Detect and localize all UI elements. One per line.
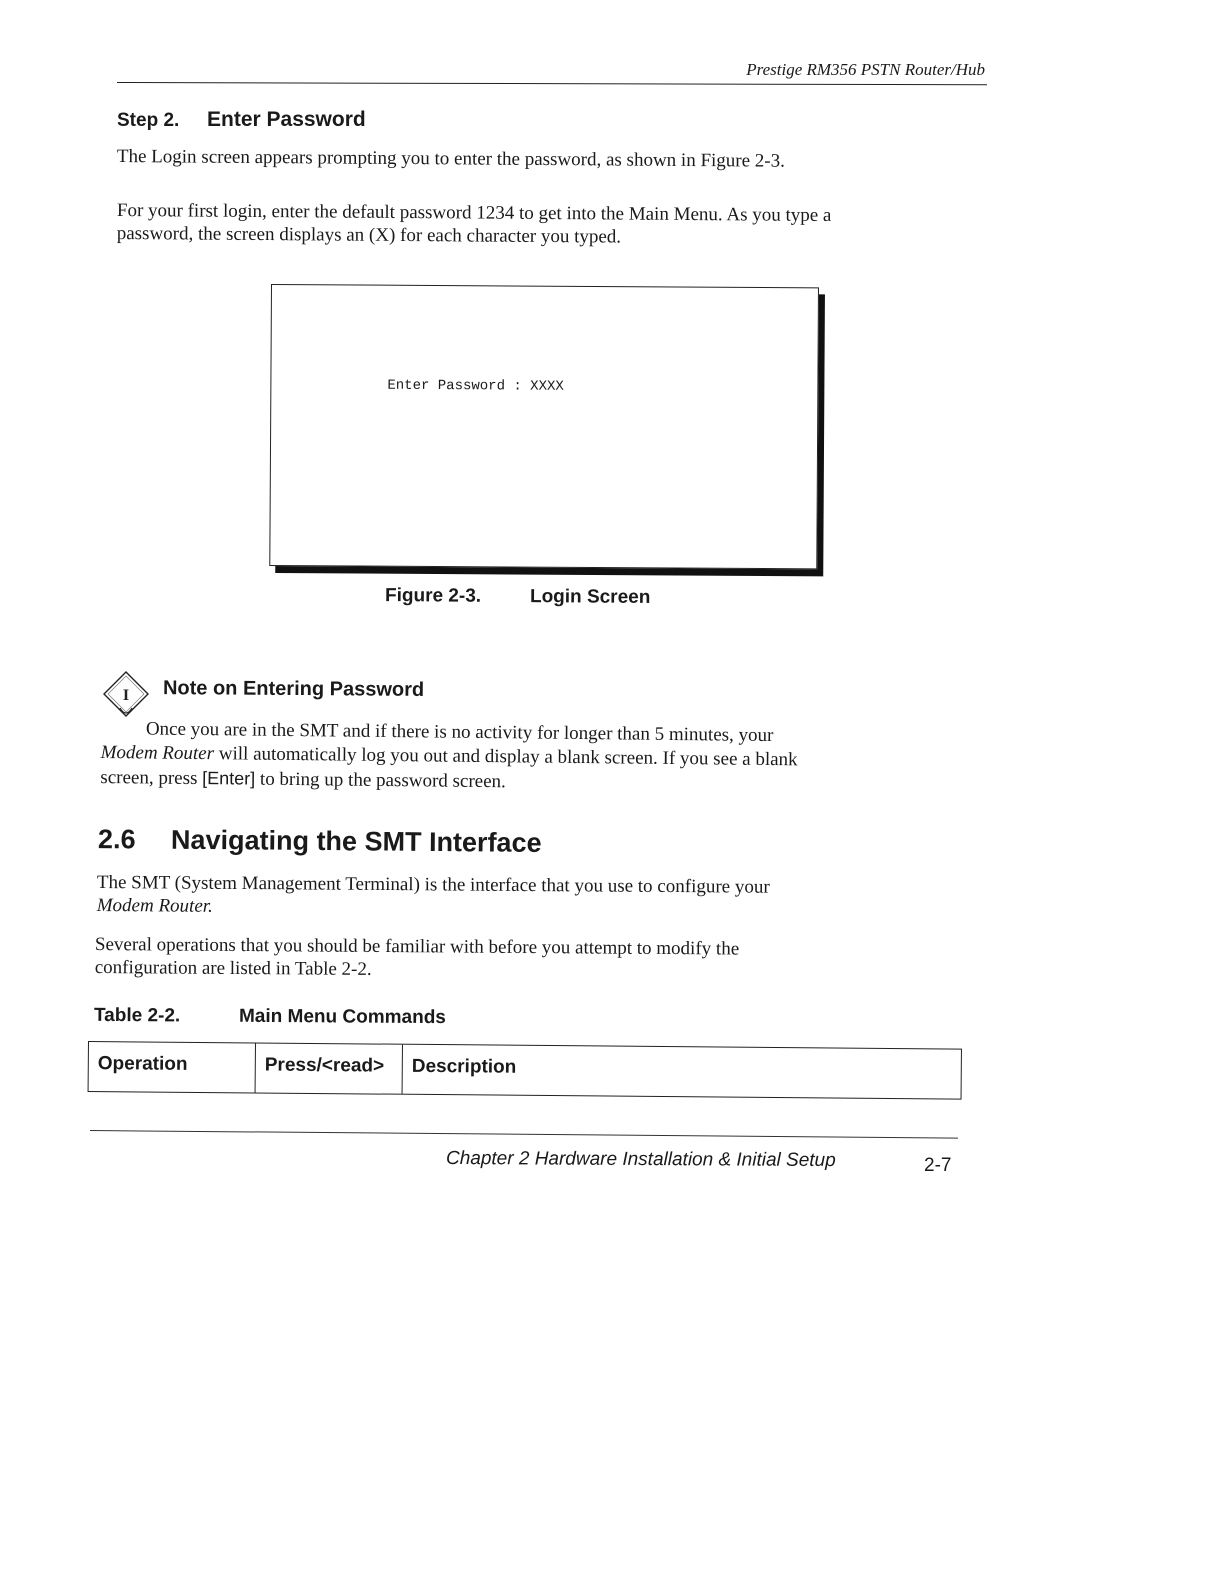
table-caption	[94, 1005, 446, 1029]
product-name: Modem Router.	[96, 894, 213, 917]
login-screen-figure	[269, 284, 819, 569]
header-rule	[117, 82, 987, 85]
step-heading	[117, 108, 366, 132]
enter-key-label: [Enter]	[202, 768, 256, 789]
table-label: Table 2-2.	[93, 1004, 181, 1027]
section-number: 2.6	[97, 824, 136, 855]
step-number: Step 2.	[117, 110, 180, 131]
figure-title: Login Screen	[529, 586, 651, 608]
paragraph-operations-intro	[95, 933, 915, 985]
paragraph-line: The SMT (System Management Terminal) is the interface that you use to configure your	[96, 872, 770, 898]
paragraph-login-intro: The Login screen appears prompting you to enter the password, as shown in Figure 2-3.	[116, 145, 785, 172]
note-line: Once you are in the SMT and if there is no activity for longer than 5 minutes, your	[145, 718, 774, 747]
note-line: will automatically log you out and display a blank screen. If you see a blank	[213, 743, 798, 771]
footer-chapter: Chapter 2 Hardware Installation & Initial Setup	[445, 1147, 836, 1172]
product-name: Modem Router	[100, 741, 215, 765]
paragraph-default-password	[117, 199, 957, 251]
paragraph-line: configuration are listed in Table 2-2.	[94, 956, 372, 980]
page-number: 2-7	[924, 1155, 952, 1176]
paragraph-line: For your first login, enter the default password 1234 to get into the Main Menu. As you type a	[116, 199, 832, 226]
footer-rule	[90, 1130, 958, 1139]
section-title: Navigating the SMT Interface	[170, 824, 542, 858]
table-header-description: Description	[411, 1055, 517, 1078]
note-body	[100, 717, 921, 799]
step-title: Enter Password	[207, 108, 366, 131]
note-title: Note on Entering Password	[162, 677, 425, 701]
table-header-press-read: Press/<read>	[256, 1043, 403, 1093]
note-line: to bring up the password screen.	[255, 768, 506, 793]
section-heading	[98, 824, 542, 859]
note-line: screen, press	[100, 766, 203, 790]
running-header: Prestige RM356 PSTN Router/Hub	[746, 60, 985, 79]
figure-label: Figure 2-3.	[384, 585, 482, 607]
figure-caption	[385, 585, 651, 609]
paragraph-line: Several operations that you should be familiar with before you attempt to modify the	[94, 934, 740, 960]
svg-text:I: I	[122, 687, 130, 704]
table-header-operation: Operation	[89, 1042, 256, 1092]
enter-password-prompt: Enter Password : XXXX	[387, 377, 564, 395]
paragraph-line: password, the screen displays an (X) for each character you typed.	[116, 222, 622, 248]
main-menu-commands-table	[88, 1041, 962, 1100]
paragraph-smt-intro	[97, 871, 917, 923]
table-title: Main Menu Commands	[238, 1005, 446, 1029]
